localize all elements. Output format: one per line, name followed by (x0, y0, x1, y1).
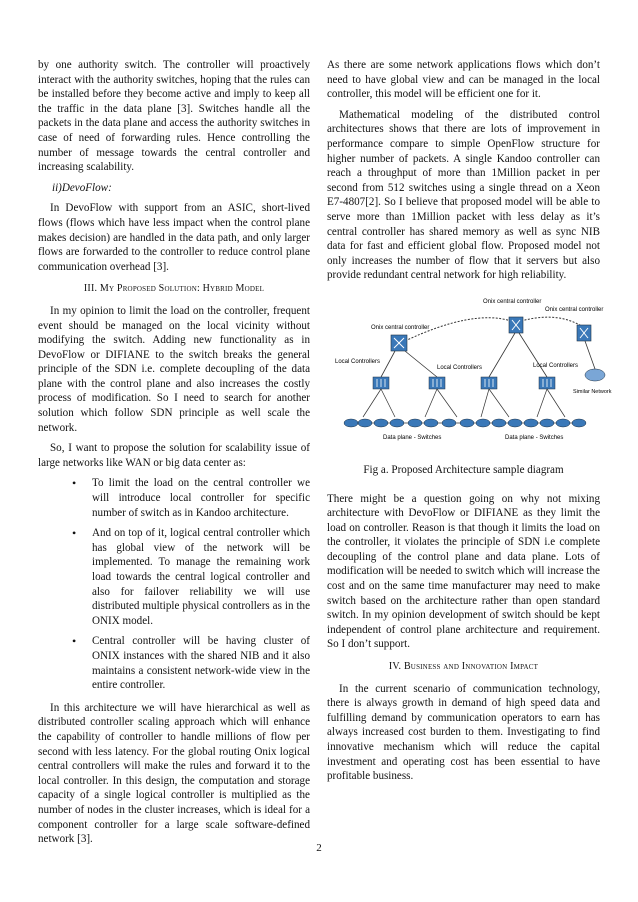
switch-icon (556, 419, 570, 427)
paragraph: As there are some network applications flows which don’t need to have global view and can be managed in the local controller, this model will be efficient one for it. (327, 59, 600, 101)
list-item: • And on top of it, logical central controller which has global view of the network will be implemented. To manage the remaining work load towards the central logical controller and also for failover reliability we will use distributed multiple physical controllers as in the ONIX model. (38, 526, 310, 628)
link (363, 389, 381, 417)
switch-icon (492, 419, 506, 427)
label-local-right: Local Controllers (533, 362, 579, 369)
section-heading: IV. Business and Innovation Impact (388, 661, 539, 673)
label-data-plane-left: Data plane - Switches (383, 434, 442, 441)
switch-icon (358, 419, 372, 427)
link (537, 389, 547, 417)
paragraph: In the current scenario of communication technology, there is always growth in demand of high speed data and fulfilling demand by communication operators to earn has always increased cost burden to them. Investigating to find innovative mechanism which will reduce the capital investment and operating cost has been essential to have profitable business. (327, 682, 600, 783)
page-number: 2 (316, 842, 322, 854)
link (381, 389, 395, 417)
switch-row (344, 419, 586, 427)
link (585, 341, 595, 369)
label-onix-right: Onix central controller (545, 306, 604, 313)
switch-icon (424, 419, 438, 427)
switch-icon (572, 419, 586, 427)
onix-controller-icon (577, 325, 591, 341)
link (489, 333, 515, 377)
link (519, 333, 547, 377)
paragraph: So, I want to propose the solution for scalability issue of large networks like WAN or big data center as: (38, 442, 310, 469)
label-onix-top: Onix central controller (483, 298, 542, 305)
switch-icon (374, 419, 388, 427)
local-controller-icon (481, 377, 497, 389)
switch-icon (442, 419, 456, 427)
paragraph: by one authority switch. The controller will proactively interact with the authority switches, hoping that the rules can be installed before they become active and imply to keep all the traffic in the data plane [3]. Switches handle all the packets in the data plane and access the authority switches in case of need of forwarding rules. Hence controlling the number of message towards the central controller and increasing scalability. (38, 59, 310, 174)
label-onix-left: Onix central controller (371, 324, 430, 331)
left-column (38, 58, 310, 853)
controller-link (521, 317, 583, 327)
local-controller-icon (429, 377, 445, 389)
link (381, 351, 395, 377)
link (489, 389, 509, 417)
local-controller-icon (373, 377, 389, 389)
paragraph: There might be a question going on why not mixing architecture with DevoFlow or DIFIANE as they limit the load on controller. Reason is that though it limits the load on the controller, it violates the principle of SDN i.e complete decoupling of the control plane and data plane. Lots of modification will be needed to switch which will increase the cost and on the same time manufacturer may need to make switch based on the architecture rather than open standard switch. In my opinion development of switch should be kept independent of control plane architecture and requirement. So I don’t support. (327, 492, 600, 651)
link (547, 389, 565, 417)
onix-controller-icon (509, 317, 523, 333)
paragraph: In this architecture we will have hierarchical as well as distributed controller scaling approach which will enhance the capability of controller to handle millions of flow per second with less latency. For the global routing Onix logical central controllers will make the rules and forward it to the local controller. In this design, the computation and storage capacity of a single logical controller is multiplied as the number of nodes in the cluster increases, which is ideal for a component controller for a large scale software-defined network [3]. (38, 701, 310, 846)
local-controller-icon (539, 377, 555, 389)
label-data-plane-right: Data plane - Switches (505, 434, 564, 441)
subsection-heading-devoflow: ii)DevoFlow: (52, 181, 112, 194)
link (425, 389, 437, 417)
section-heading: III. My Proposed Solution: Hybrid Model (83, 283, 265, 295)
list-item: • To limit the load on the central controller we will introduce local controller for specific number of switch as in Kandoo architecture. (38, 476, 310, 520)
link (405, 351, 437, 377)
switch-icon (540, 419, 554, 427)
onix-controller-icon (391, 335, 407, 351)
paragraph: Mathematical modeling of the distributed control architectures shows that there are lots of improvement in performance compare to simple OpenFlow structure for higher number of packets. A single Kandoo controller can reach a throughput of more than 1Million packet in per second from 512 switches using a single thread on a Xeon E7-4807[2]. So I believe that proposed model will be able to serve more than 1Million packet with less delay as it’s central controller has shared memory as well as sync NIB data for fast and efficient global flow. Proposed model not only increases the number of flow that it servers but also provide redundant central network for high reliability. (327, 108, 600, 282)
switch-icon (344, 419, 358, 427)
switch-icon (508, 419, 522, 427)
label-similar-network: Similar Network (573, 388, 612, 395)
figure-caption: Fig a. Proposed Architecture sample diagram (363, 463, 564, 476)
label-local-mid: Local Controllers (437, 364, 483, 371)
switch-icon (408, 419, 422, 427)
list-item: • Central controller will be having cluster of ONIX instances with the shared NIB and it also maintains a consistent network-wide view in the entire controller. (38, 634, 310, 692)
architecture-diagram-svg (333, 289, 613, 453)
switch-icon (390, 419, 404, 427)
switch-icon (524, 419, 538, 427)
architecture-diagram (333, 289, 613, 453)
label-local-left: Local Controllers (335, 358, 381, 365)
paragraph: In my opinion to limit the load on the controller, frequent event should be managed on the local vicinity without modifying the switch. Adding new functionality as in DevoFlow or DIFIANE to the switch breaks the general principle of the SDN i.e. complete decoupling of the data plane with the control plane and also increases the costly process of modification. So I need to search for another solution which follow SDN principle as well scale the network. (38, 304, 310, 434)
switch-icon (460, 419, 474, 427)
link (481, 389, 489, 417)
paragraph: In DevoFlow with support from an ASIC, short-lived flows (flows which have less impact when the control plane makes decision) are handled in the data path, and only larger flows are forwarded to the controller to reduce control plane communication overhead [3]. (38, 202, 310, 273)
bullet-list (38, 476, 310, 692)
link (437, 389, 457, 417)
similar-network-icon (585, 369, 605, 381)
right-column (327, 58, 612, 790)
switch-icon (476, 419, 490, 427)
